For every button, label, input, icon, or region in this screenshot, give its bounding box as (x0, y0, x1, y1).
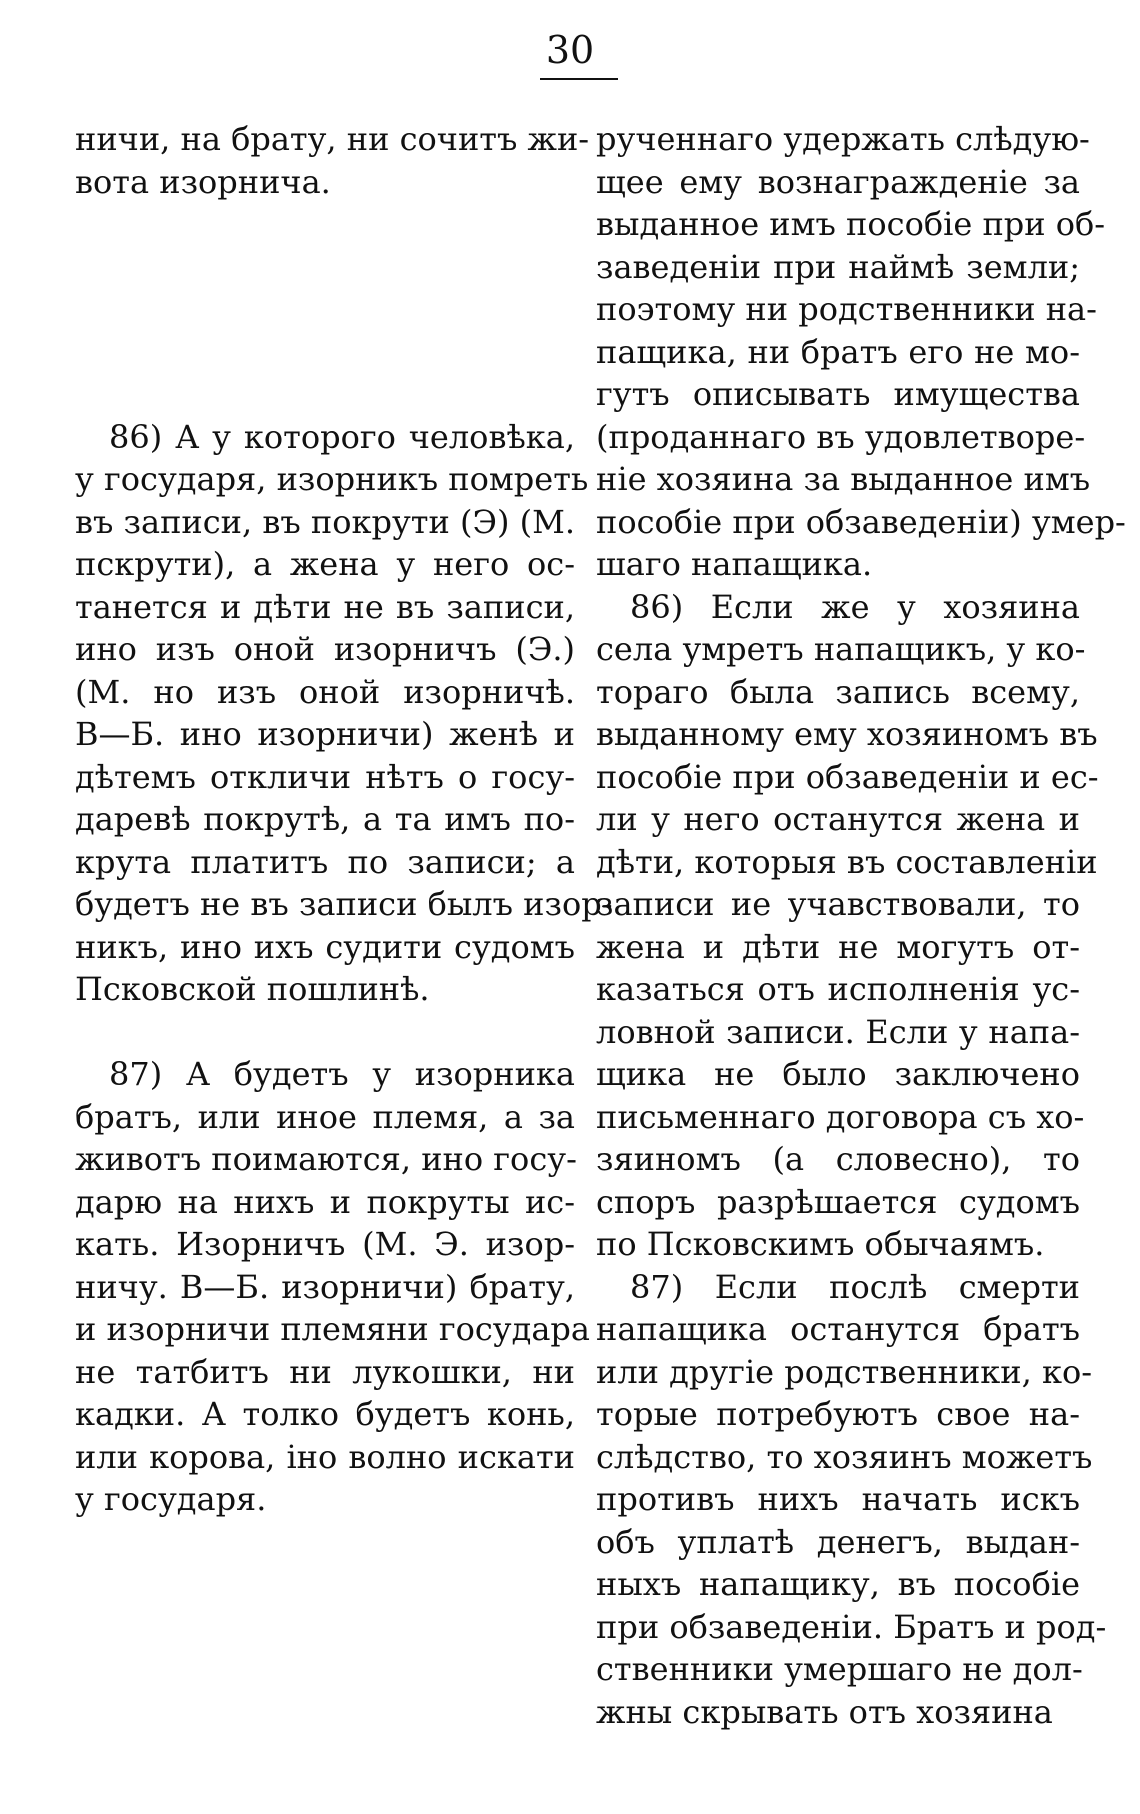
text-line: шаго напащика. (596, 545, 873, 583)
text-line: при обзаведеніи. Братъ и род- (596, 1607, 1107, 1646)
text-line: пособіе при обзаведеніи) умер- (596, 502, 1126, 541)
text-line: дарю на нихъ и покруты ис- (75, 1182, 575, 1221)
text-line: и изорничи племяни государа (75, 1310, 590, 1348)
text-line: или корова, іно волно искати (75, 1437, 575, 1476)
left-column (75, 118, 613, 1521)
text-line: кадки. А толко будетъ конь, (75, 1395, 575, 1433)
text-line: ино изъ оной изорничъ (Э.) (75, 630, 575, 668)
text-line: выданному ему хозяиномъ въ (596, 715, 1098, 753)
right-article-87 (596, 1266, 1107, 1734)
page-number-rule (540, 78, 618, 80)
text-line: пскрути), а жена у него ос- (75, 545, 575, 583)
left-block-continuation (75, 118, 590, 203)
text-line: жны скрывать отъ хозяина (596, 1692, 1053, 1731)
text-line: записи ие учавствовали, то (596, 885, 1080, 923)
text-line: поэтому ни родственники на- (596, 290, 1097, 328)
text-line: животъ поимаются, ино госу- (75, 1140, 577, 1178)
text-line: 87) А будетъ у изорника (109, 1055, 575, 1093)
text-line: братъ, или иное племя, а за (75, 1097, 575, 1136)
text-line: споръ разрѣшается судомъ (596, 1182, 1080, 1221)
right-block-continuation (596, 118, 1126, 586)
text-line: казаться отъ исполненія ус- (596, 970, 1080, 1008)
text-line: ніе хозяина за выданное имъ (596, 460, 1091, 498)
text-line: зяиномъ (а словесно), то (596, 1140, 1080, 1178)
text-line: ловной записи. Если у напа- (596, 1012, 1080, 1051)
text-line: письменнаго договора съ хо- (596, 1097, 1085, 1136)
text-line: будетъ не въ записи былъ изор- (75, 885, 613, 923)
text-line: ли у него останутся жена и (596, 800, 1080, 838)
text-line: кать. Изорничъ (М. Э. изор- (75, 1225, 575, 1263)
text-line: ныхъ напащику, въ пособіе (596, 1565, 1080, 1603)
text-line: слѣдство, то хозяинъ можетъ (596, 1437, 1093, 1476)
text-line: рученнаго удержать слѣдую- (596, 120, 1090, 158)
text-line: 86) Если же у хозяина (630, 587, 1080, 626)
text-line: дѣти, которыя въ составленіи (596, 842, 1098, 881)
text-line: (М. но изъ оной изорничѣ. (75, 672, 575, 711)
text-line: села умретъ напащикъ, у ко- (596, 630, 1086, 668)
right-article-86 (596, 586, 1099, 1266)
text-line: торые потребуютъ свое на- (596, 1395, 1080, 1433)
text-line: крута платитъ по записи; а (75, 842, 575, 881)
text-line: выданное имъ пособіе при об- (596, 205, 1106, 243)
text-line: у государя, изорникъ помреть (75, 460, 589, 498)
text-line: дѣтемъ откличи нѣтъ о госу- (75, 757, 575, 796)
text-line: у государя. (75, 1480, 267, 1518)
page-number: 30 (545, 28, 595, 72)
text-line: вота изорнича. (75, 162, 331, 201)
left-article-87 (75, 1053, 590, 1521)
text-line: въ записи, въ покрути (Э) (М. (75, 502, 576, 541)
text-line: ничи, на брату, ни сочитъ жи- (75, 120, 590, 158)
text-line: объ уплатѣ денегъ, выдан- (596, 1522, 1080, 1561)
text-line: танется и дѣти не въ записи, (75, 587, 575, 626)
text-line: ственники умершаго не дол- (596, 1650, 1083, 1688)
text-line: никъ, ино ихъ судити судомъ (75, 927, 575, 966)
text-line: тораго была запись всему, (596, 672, 1080, 711)
text-line: гутъ описывать имущества (596, 375, 1080, 413)
text-line: жена и дѣти не могутъ от- (596, 927, 1080, 966)
text-line: Псковской пошлинѣ. (75, 970, 430, 1008)
text-line: напащика останутся братъ (596, 1310, 1080, 1348)
text-line: ничу. В—Б. изорничи) брату, (75, 1267, 575, 1306)
left-article-86 (75, 416, 613, 1011)
text-line: даревѣ покрутѣ, а та имъ по- (75, 800, 575, 838)
text-line: щика не было заключено (596, 1055, 1080, 1093)
text-line: В—Б. ино изорничи) женѣ и (75, 715, 575, 753)
text-line: (проданнаго въ удовлетворе- (596, 417, 1086, 456)
text-line: заведеніи при наймѣ земли; (596, 247, 1080, 286)
text-line: 86) А у которого человѣка, (109, 417, 575, 456)
text-line: не татбитъ ни лукошки, ни (75, 1352, 575, 1391)
text-line: или другіе родственники, ко- (596, 1352, 1093, 1391)
text-line: 87) Если послѣ смерти (630, 1267, 1080, 1306)
text-line: щее ему вознагражденіе за (596, 162, 1080, 201)
right-column (596, 118, 1126, 1733)
text-line: противъ нихъ начать искъ (596, 1480, 1080, 1518)
text-line: пащика, ни братъ его не мо- (596, 332, 1080, 371)
text-line: пособіе при обзаведеніи и ес- (596, 757, 1099, 796)
text-line: по Псковскимъ обычаямъ. (596, 1225, 1045, 1263)
